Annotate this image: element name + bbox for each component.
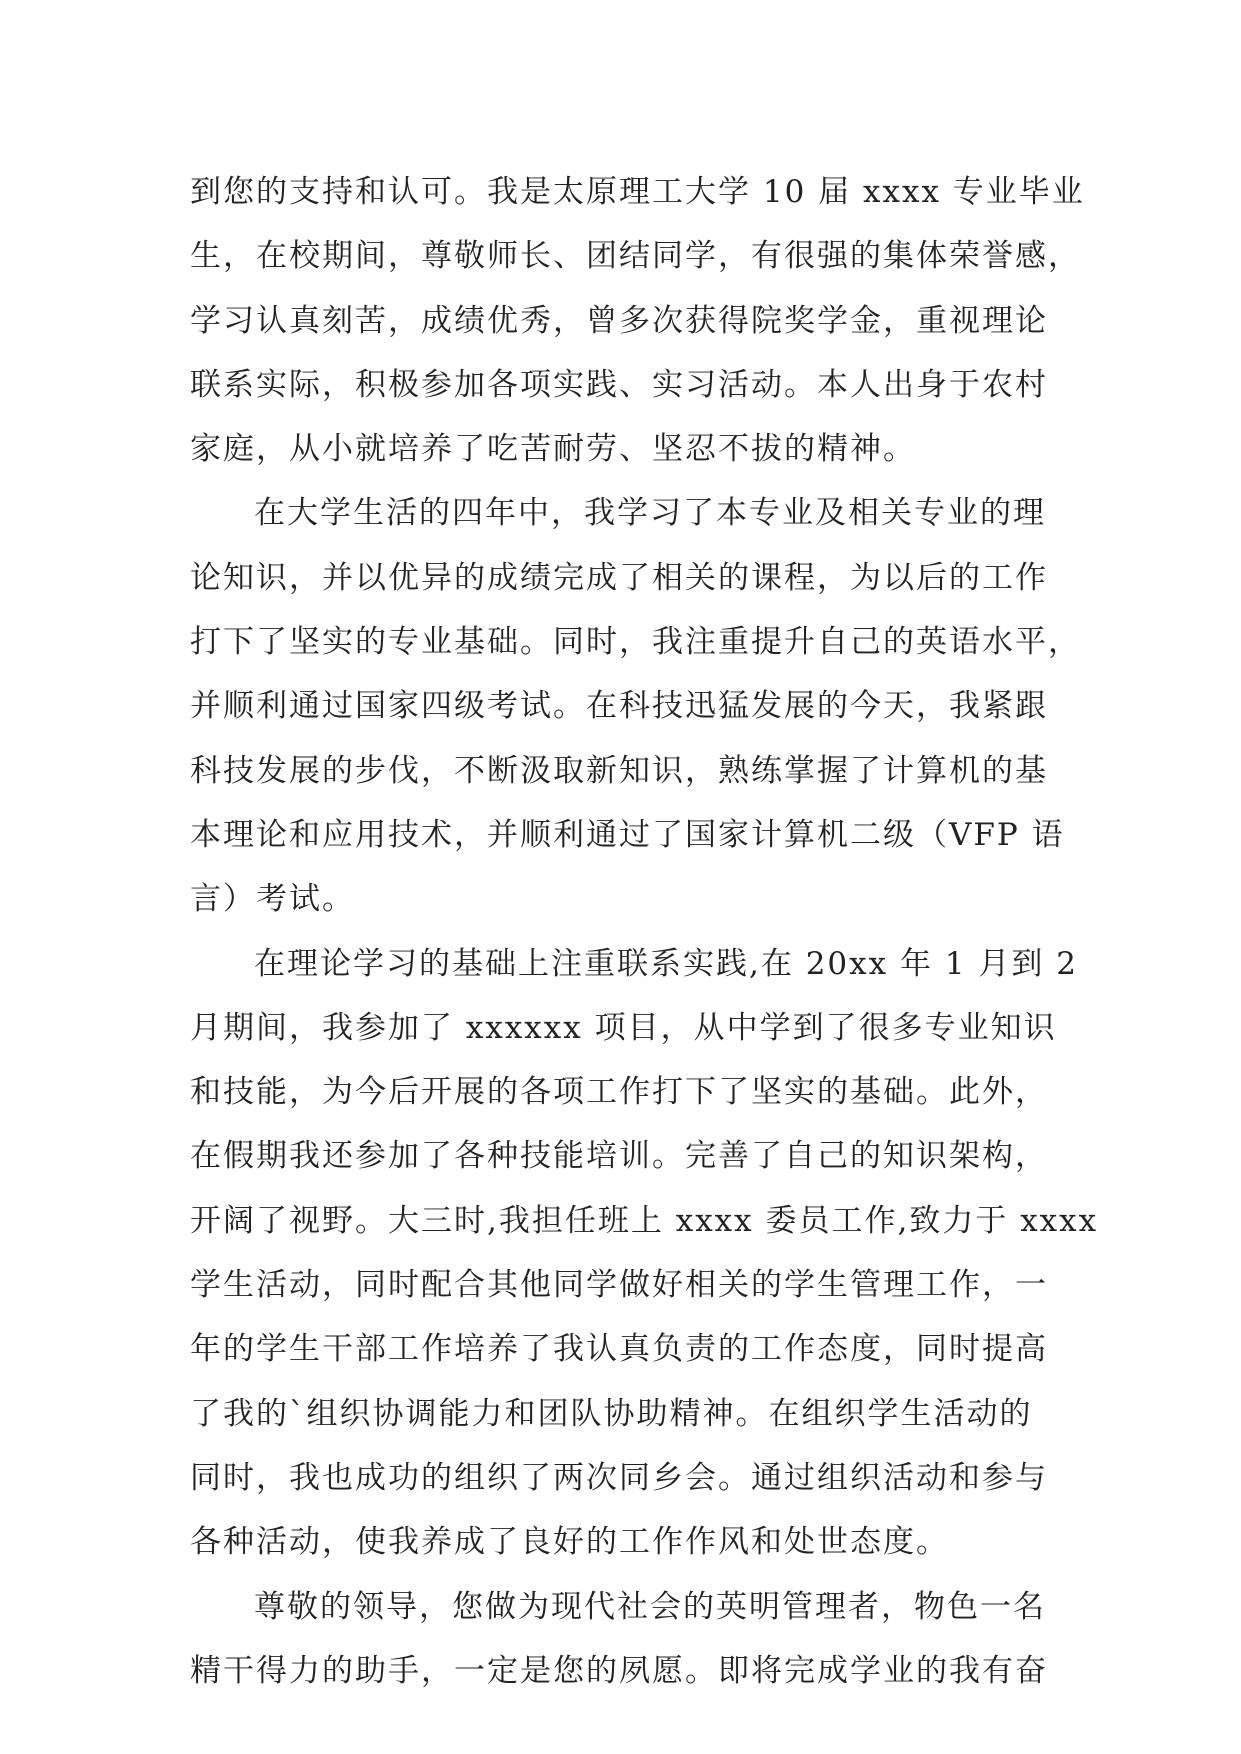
text-line: 学习认真刻苦，成绩优秀，曾多次获得院奖学金，重视理论 [190,302,1048,339]
text-line: 精干得力的助手，一定是您的夙愿。即将完成学业的我有奋 [190,1652,1048,1689]
text-line: 月期间，我参加了 xxxxxx 项目，从中学到了很多专业知识 [190,1009,1057,1046]
text-line: 在假期我还参加了各种技能培训。完善了自己的知识架构， [190,1138,1048,1175]
text-line: 科技发展的步伐，不断汲取新知识，熟练掌握了计算机的基 [190,752,1048,789]
text-line: 并顺利通过国家四级考试。在科技迅猛发展的今天，我紧跟 [190,688,1048,725]
text-line: 言）考试。 [190,881,355,918]
text-line: 联系实际，积极参加各项实践、实习活动。本人出身于农村 [190,366,1048,403]
paragraph-first-line: 在理论学习的基础上注重联系实践,在 20xx 年 1 月到 2 [254,945,1078,982]
text-line: 打下了坚实的专业基础。同时，我注重提升自己的英语水平， [190,624,1081,661]
text-line: 论知识，并以优异的成绩完成了相关的课程，为以后的工作 [190,559,1048,596]
text-line: 本理论和应用技术，并顺利通过了国家计算机二级（VFP 语 [190,816,1065,853]
cover-letter-body [190,160,1099,1703]
text-line: 生，在校期间，尊敬师长、团结同学，有很强的集体荣誉感， [190,238,1081,275]
text-line: 同时，我也成功的组织了两次同乡会。通过组织活动和参与 [190,1459,1048,1496]
paragraph-first-line: 在大学生活的四年中，我学习了本专业及相关专业的理 [254,495,1046,532]
text-line: 到您的支持和认可。我是太原理工大学 10 届 xxxx 专业毕业 [190,174,1085,210]
paragraph-first-line: 尊敬的领导，您做为现代社会的英明管理者，物色一名 [254,1588,1046,1625]
text-line: 年的学生干部工作培养了我认真负责的工作态度，同时提高 [190,1331,1048,1368]
text-line: 家庭，从小就培养了吃苦耐劳、坚忍不拔的精神。 [190,431,916,468]
text-line: 开阔了视野。大三时,我担任班上 xxxx 委员工作,致力于 xxxx [190,1202,1099,1239]
text-line: 了我的`组织协调能力和团队协助精神。在组织学生活动的 [190,1395,1033,1432]
text-line: 各种活动，使我养成了良好的工作作风和处世态度。 [190,1524,949,1561]
text-line: 和技能，为今后开展的各项工作打下了坚实的基础。此外， [190,1074,1048,1111]
text-line: 学生活动，同时配合其他同学做好相关的学生管理工作，一 [190,1267,1048,1304]
